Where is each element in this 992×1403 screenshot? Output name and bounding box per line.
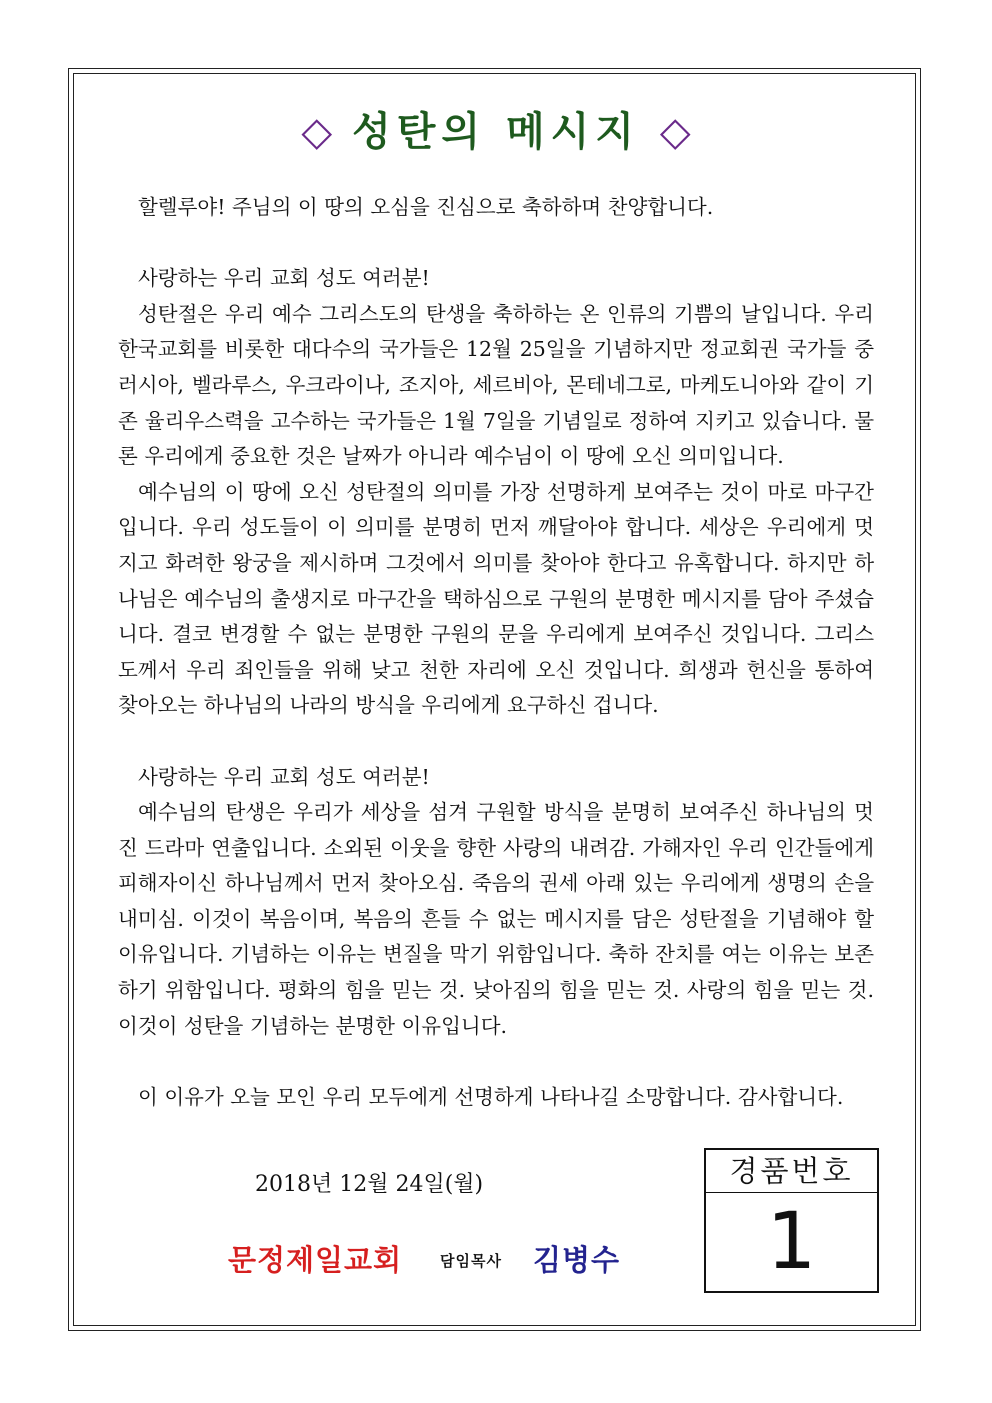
salutation-1: 사랑하는 우리 교회 성도 여러분!	[138, 266, 430, 291]
salutation-2: 사랑하는 우리 교회 성도 여러분!	[138, 764, 430, 789]
prize-number-box	[704, 1148, 879, 1293]
spacer	[118, 724, 874, 760]
date: 2018년 12월 24일(월)	[255, 1172, 484, 1197]
paragraph-christmas-date: 성탄절은 우리 예수 그리스도의 탄생을 축하하는 온 인류의 기쁨의 날입니다. 우리 한국교회를 비롯한 대다수의 국가들은 12월 25일을 기념하지만 정교회권 국가들 중 러시아, 벨라루스, 우크라이나, 조지아, 세르비아, 몬테네그로, 마케도니아와 같이 기존 율리우스력을 고수하는 국가들은 1월 7일을 기념일로 정하여 지키고 있습니다. 물론 우리에게 중요한 것은 날짜가 아니라 예수님이 이 땅에 오신 의미입니다.	[118, 301, 874, 469]
prize-number: 1	[766, 1197, 817, 1287]
closing-paragraph: 이 이유가 오늘 모인 우리 모두에게 선명하게 나타나길 소망합니다. 감사합니다.	[138, 1084, 844, 1109]
spacer	[118, 226, 874, 262]
diamond-right-icon: ◇	[659, 109, 691, 155]
title-text: 성탄의 메시지	[352, 109, 640, 155]
paragraph-manger: 예수님의 이 땅에 오신 성탄절의 의미를 가장 선명하게 보여주는 것이 마로 마구간입니다. 우리 성도들이 이 의미를 분명히 먼저 깨달아야 합니다. 세상은 우리에게 멋지고 화려한 왕궁을 제시하며 그것에서 의미를 찾아야 한다고 유혹합니다. 하지만 하나님은 예수님의 출생지로 마구간을 택하심으로 구원의 분명한 메시지를 담아 주셨습니다. 결코 변경할 수 없는 분명한 구원의 문을 우리에게 보여주신 것입니다. 그리스도께서 우리 죄인들을 위해 낮고 천한 자리에 오신 것입니다. 희생과 헌신을 통하여 찾아오는 하나님의 나라의 방식을 우리에게 요구하신 겁니다.	[118, 479, 874, 718]
page-title	[0, 100, 992, 157]
spacer	[118, 1044, 874, 1080]
diamond-left-icon: ◇	[301, 109, 333, 155]
church-name: 문정제일교회	[228, 1243, 403, 1277]
pastor-name: 김병수	[533, 1243, 621, 1277]
prize-label: 경품번호	[706, 1150, 877, 1193]
greeting-paragraph: 할렐루야! 주님의 이 땅의 오심을 진심으로 축하하며 찬양합니다.	[138, 195, 714, 219]
message-body	[118, 190, 874, 1115]
pastor-title: 담임목사	[440, 1252, 502, 1270]
paragraph-gospel: 예수님의 탄생은 우리가 세상을 섬겨 구원할 방식을 분명히 보여주신 하나님의 멋진 드라마 연출입니다. 소외된 이웃을 향한 사랑의 내려감. 가해자인 우리 인간들에게 피해자이신 하나님께서 먼저 찾아오심. 죽음의 권세 아래 있는 우리에게 생명의 손을 내미심. 이것이 복음이며, 복음의 흔들 수 없는 메시지를 담은 성탄절을 기념해야 할 이유입니다. 기념하는 이유는 변질을 막기 위함입니다. 축하 잔치를 여는 이유는 보존하기 위함입니다. 평화의 힘을 믿는 것. 낮아짐의 힘을 믿는 것. 사랑의 힘을 믿는 것. 이것이 성탄을 기념하는 분명한 이유입니다.	[118, 800, 874, 1038]
